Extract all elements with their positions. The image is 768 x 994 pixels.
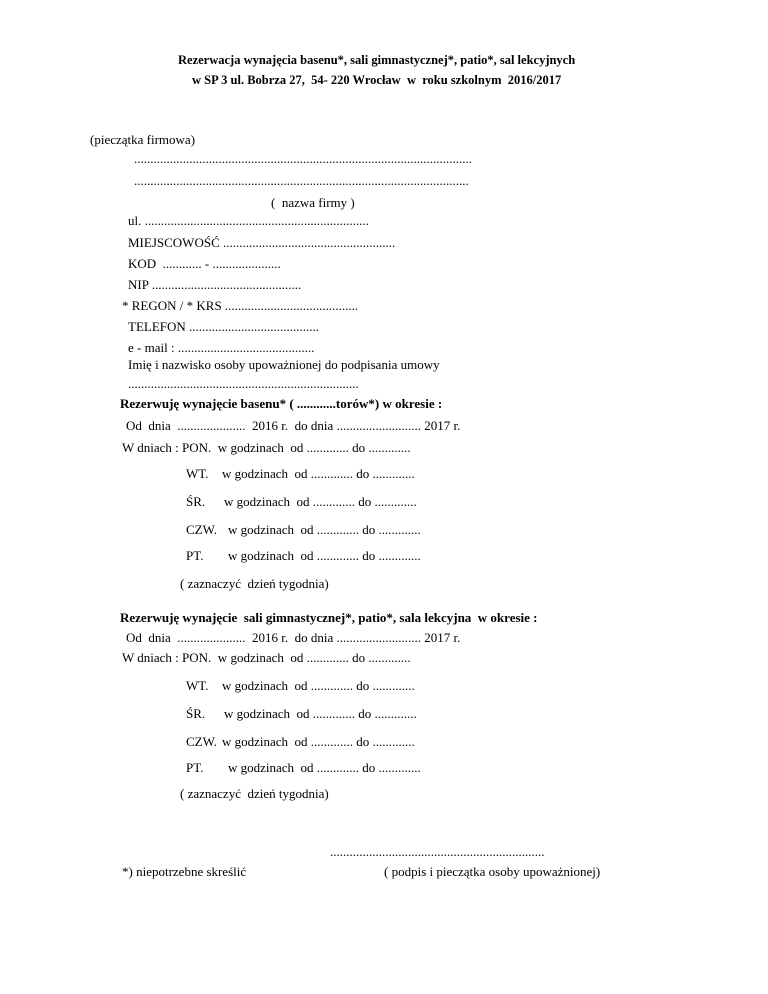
pool-day-fri: PT. (186, 548, 204, 563)
authorized-person-label: Imię i nazwisko osoby upoważnionej do podpisania umowy (128, 357, 440, 372)
gym-period: Od dnia ..................... 2016 r. do dnia .......................... 2017 r. (126, 630, 461, 645)
gym-day-tue: WT. (186, 678, 209, 693)
company-name-label: ( nazwa firmy ) (271, 195, 355, 210)
footnote: *) niepotrzebne skreślić (122, 864, 247, 879)
signature-line: .................................................................. (330, 844, 545, 859)
gym-day-fri: PT. (186, 760, 204, 775)
company-name-line-1: ........................................................................................................ (134, 151, 472, 166)
phone-field: TELEFON ........................................ (128, 319, 320, 334)
gym-heading: Rezerwuję wynajęcie sali gimnastycznej*, patio*, sala lekcyjna w okresie : (120, 610, 538, 625)
email-field: e - mail : .......................................... (128, 340, 315, 355)
city-field: MIEJSCOWOŚĆ ..................................................... (128, 235, 396, 250)
pool-heading: Rezerwuję wynajęcie basenu* ( ............torów*) w okresie : (120, 396, 443, 411)
pool-days-mon: W dniach : PON. w godzinach od ............. do ............. (122, 440, 411, 455)
gym-hours-tue: w godzinach od ............. do ............. (222, 678, 415, 693)
pool-day-thu: CZW. (186, 522, 217, 537)
pool-period: Od dnia ..................... 2016 r. do dnia .......................... 2017 r. (126, 418, 461, 433)
gym-note: ( zaznaczyć dzień tygodnia) (180, 786, 329, 801)
title-line-2: w SP 3 ul. Bobrza 27, 54- 220 Wrocław w roku szkolnym 2016/2017 (192, 73, 562, 87)
gym-days-mon: W dniach : PON. w godzinach od ............. do ............. (122, 650, 411, 665)
pool-day-wed: ŚR. (186, 494, 206, 509)
signature-label: ( podpis i pieczątka osoby upoważnionej) (384, 864, 601, 879)
gym-day-thu: CZW. (186, 734, 217, 749)
gym-hours-wed: w godzinach od ............. do ............. (224, 706, 417, 721)
stamp-label: (pieczątka firmowa) (90, 132, 196, 147)
gym-hours-thu: w godzinach od ............. do ............. (222, 734, 415, 749)
gym-hours-fri: w godzinach od ............. do ............. (228, 760, 421, 775)
pool-hours-fri: w godzinach od ............. do ............. (228, 548, 421, 563)
authorized-person-field: ....................................................................... (128, 376, 359, 391)
postal-code-field: KOD ............ - ..................... (128, 256, 281, 271)
pool-note: ( zaznaczyć dzień tygodnia) (180, 576, 329, 591)
company-name-line-2: ....................................................................................................... (134, 173, 469, 188)
pool-day-tue: WT. (186, 466, 209, 481)
regon-krs-field: * REGON / * KRS ......................................... (122, 298, 359, 313)
pool-hours-tue: w godzinach od ............. do ............. (222, 466, 415, 481)
title-line-1: Rezerwacja wynajęcia basenu*, sali gimnastycznej*, patio*, sal lekcyjnych (178, 53, 576, 67)
gym-day-wed: ŚR. (186, 706, 206, 721)
pool-hours-wed: w godzinach od ............. do ............. (224, 494, 417, 509)
street-field: ul. ..................................................................... (128, 213, 369, 228)
pool-hours-thu: w godzinach od ............. do ............. (228, 522, 421, 537)
nip-field: NIP .............................................. (128, 277, 302, 292)
